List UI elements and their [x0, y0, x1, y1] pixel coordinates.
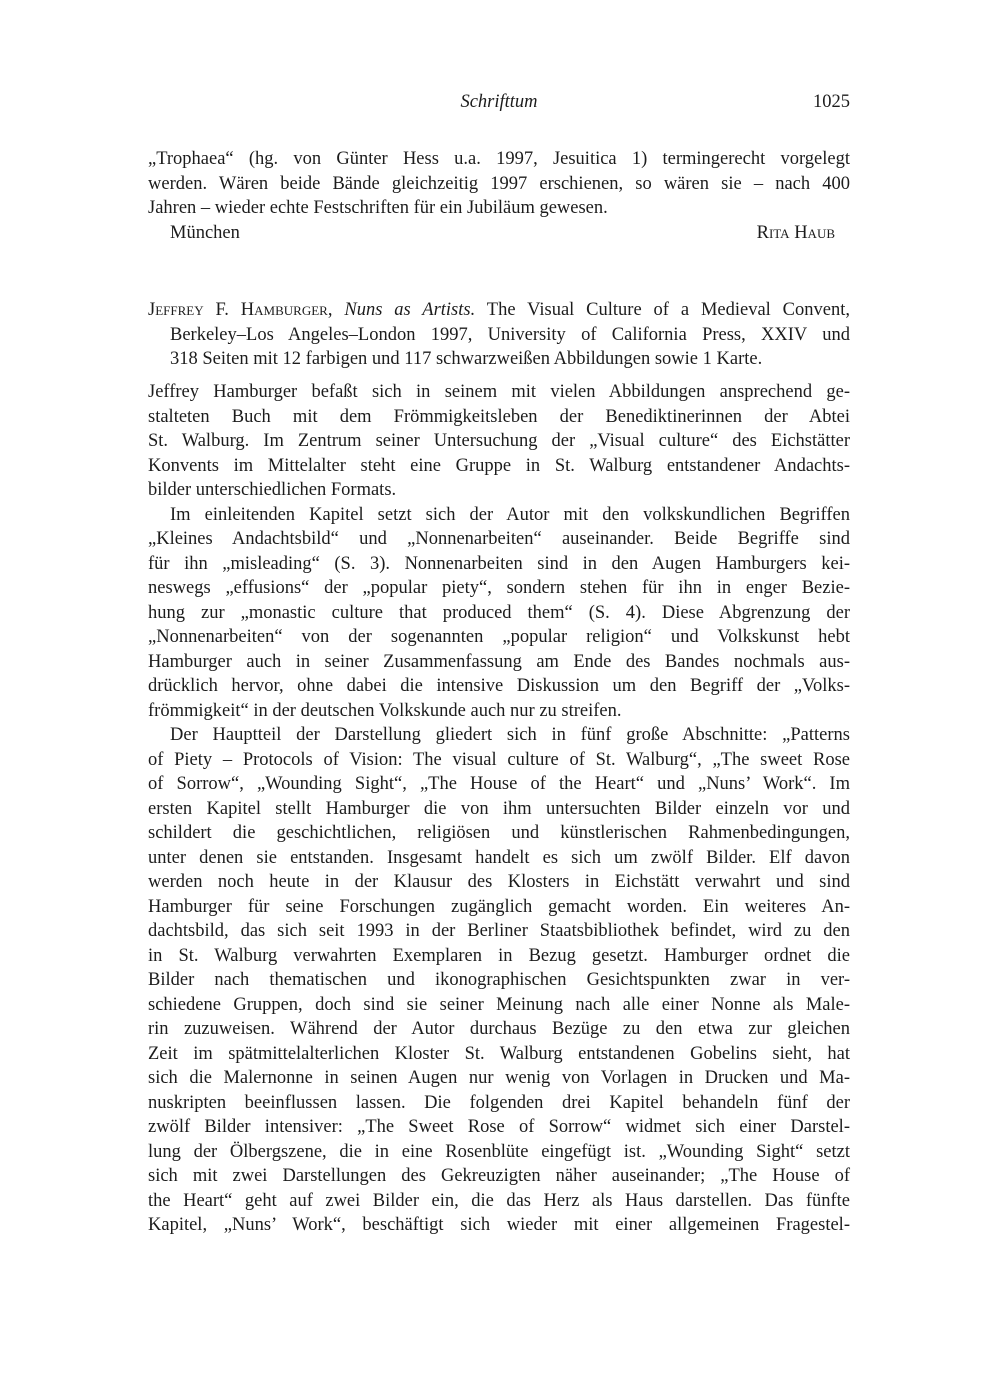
text-line: Bilder nach thematischen und ikonographischen Gesichtspunkten zwar in ver-: [148, 970, 850, 990]
previous-review-ending: [148, 147, 850, 245]
text-line: „Trophaea“ (hg. von Günter Hess u.a. 1997, Jesuitica 1) termingerecht vorgelegt: [148, 149, 850, 169]
text-line: bilder unterschiedlichen Formats.: [148, 480, 397, 500]
text-line: drücklich hervor, ohne dabei die intensive Diskussion um den Begriff der „Volks-: [148, 676, 850, 696]
text-line: werden noch heute in der Klausur des Klosters in Eichstätt verwahrt und sind: [148, 872, 850, 892]
text-line: stalteten Buch mit dem Frömmigkeitsleben der Benediktinerinnen der Abtei: [148, 406, 850, 427]
citation-author: Jeffrey F. Hamburger,: [148, 300, 333, 320]
review-body: [148, 380, 850, 1238]
text-line: für ihn „misleading“ (S. 3). Nonnenarbeiten sind in den Augen Hamburgers kei-: [148, 553, 850, 574]
text-line: Konvents im Mittelalter steht eine Gruppe in St. Walburg entstandener Andachts-: [148, 455, 850, 476]
signature-place: München: [170, 222, 240, 243]
text-line: lung der Ölbergszene, die in eine Rosenblüte eingefügt ist. „Wounding Sight“ setzt: [148, 1141, 850, 1162]
citation-line: [148, 298, 850, 323]
text-line: Hamburger für seine Forschungen zugänglich gemacht worden. Ein weiteres An-: [148, 896, 850, 917]
text-line: of Piety – Protocols of Vision: The visual culture of St. Walburg“, „The sweet Rose: [148, 749, 850, 770]
text-line: frömmigkeit“ in der deutschen Volkskunde auch nur zu streifen.: [148, 700, 622, 721]
text-line: Jahren – wieder echte Festschriften für ein Jubiläum gewesen.: [148, 198, 608, 218]
text-line: sich mit zwei Darstellungen des Gekreuzigten näher auseinander; „The House of: [148, 1166, 850, 1186]
text-line: in St. Walburg verwahrten Exemplaren in Bezug gesetzt. Hamburger ordnet die: [148, 945, 850, 966]
page-number: 1025: [813, 92, 850, 112]
text-line: „Kleines Andachtsbild“ und „Nonnenarbeiten“ auseinander. Beide Begriffe sind: [148, 529, 850, 549]
text-line: schiedene Gruppen, doch sind sie seiner Meinung nach alle einer Nonne als Male-: [148, 994, 850, 1015]
citation-line: 318 Seiten mit 12 farbigen und 117 schwarzweißen Abbildungen sowie 1 Karte.: [170, 349, 763, 369]
text-line: Im einleitenden Kapitel setzt sich der Autor mit den volkskundlichen Begriffen: [170, 504, 850, 525]
citation-book-title: Nuns as Artists.: [344, 300, 476, 320]
text-line: Jeffrey Hamburger befaßt sich in seinem mit vielen Abbildungen ansprechend ge-: [148, 382, 850, 402]
review-signature: [148, 221, 850, 246]
text-line: of Sorrow“, „Wounding Sight“, „The House of the Heart“ und „Nuns’ Work“. Im: [148, 774, 850, 794]
text-line: Der Hauptteil der Darstellung gliedert sich in fünf große Abschnitte: „Patterns: [170, 725, 850, 745]
page-header: [148, 92, 850, 122]
signature-reviewer: Rita Haub: [756, 222, 835, 243]
text-line: zwölf Bilder intensiver: „The Sweet Rose of Sorrow“ widmet sich einer Darstel-: [148, 1117, 850, 1137]
running-title: Schrifttum: [460, 92, 538, 112]
text-line: Hamburger auch in seiner Zusammenfassung am Ende des Bandes nochmals aus-: [148, 651, 850, 672]
text-line: neswegs „effusions“ der „popular piety“, sondern stehen für ihn in enger Bezie-: [148, 578, 850, 598]
citation-subtitle: The Visual Culture of a Medieval Convent,: [486, 300, 851, 320]
text-line: schildert die geschichtlichen, religiösen und künstlerischen Rahmenbedingungen,: [148, 823, 850, 843]
text-line: unter denen sie entstanden. Insgesamt handelt es sich um zwölf Bilder. Elf davon: [148, 847, 850, 868]
text-line: werden. Wären beide Bände gleichzeitig 1997 erschienen, so wären sie – nach 400: [148, 173, 850, 194]
text-line: dachtsbild, das sich seit 1993 in der Berliner Staatsbibliothek befindet, wird zu den: [148, 921, 850, 941]
text-line: hung zur „monastic culture that produced them“ (S. 4). Diese Abgrenzung der: [148, 602, 850, 623]
text-line: Kapitel, „Nuns’ Work“, beschäftigt sich wieder mit einer allgemeinen Fragestel-: [148, 1215, 850, 1235]
text-line: the Heart“ geht auf zwei Bilder ein, die das Herz als Haus darstellen. Das fünfte: [148, 1190, 850, 1211]
citation-line: Berkeley–Los Angeles–London 1997, University of California Press, XXIV und: [170, 324, 850, 345]
text-line: „Nonnenarbeiten“ von der sogenannten „popular religion“ und Volkskunst hebt: [148, 627, 850, 647]
text-line: St. Walburg. Im Zentrum seiner Untersuchung der „Visual culture“ des Eichstätter: [148, 431, 850, 451]
text-line: rin zuzuweisen. Während der Autor durchaus Bezüge zu den etwa zur gleichen: [148, 1019, 850, 1039]
text-line: sich die Malernonne in seinen Augen nur wenig von Vorlagen in Drucken und Ma-: [148, 1068, 850, 1088]
book-citation: [148, 298, 850, 372]
text-line: Zeit im spätmittelalterlichen Kloster St. Walburg entstandenen Gobelins sieht, hat: [148, 1043, 850, 1064]
text-line: ersten Kapitel stellt Hamburger die von ihm untersuchten Bilder einzeln vor und: [148, 798, 850, 819]
text-line: nuskripten beeinflussen lassen. Die folgenden drei Kapitel behandeln fünf der: [148, 1092, 850, 1113]
